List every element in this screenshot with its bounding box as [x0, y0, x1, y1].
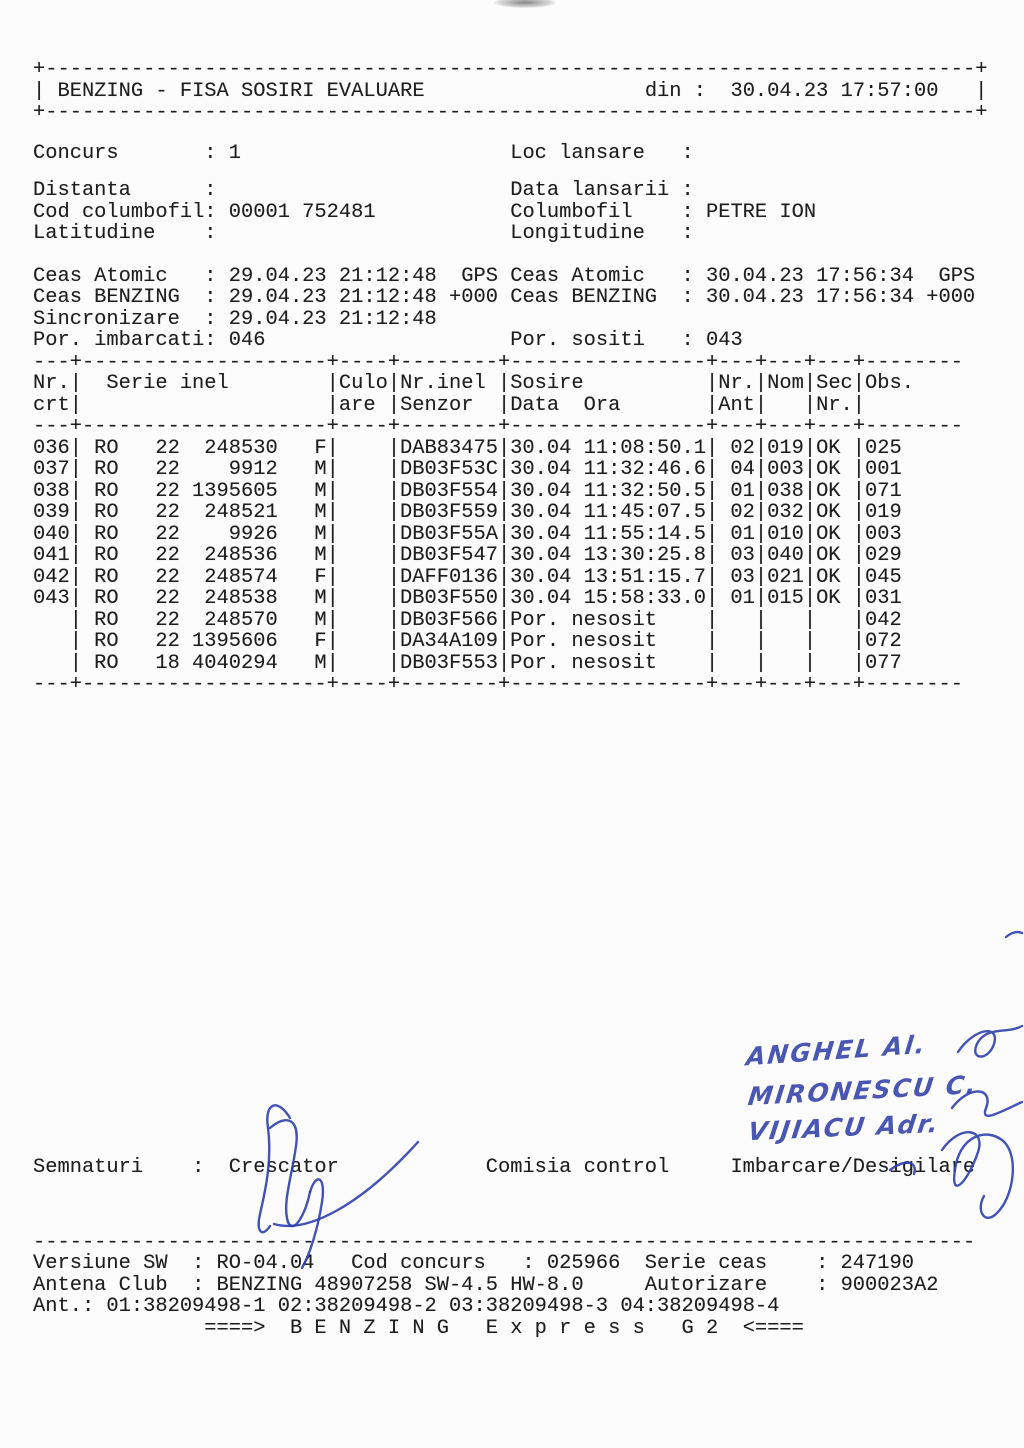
field-label: Latitudine	[33, 222, 156, 245]
cell-sex: M	[314, 651, 327, 675]
cell-obs: 071	[865, 479, 902, 503]
pen-mark	[1004, 928, 1024, 940]
clock-row: Por. imbarcati: 046 Por. sositi : 043	[33, 329, 743, 352]
cell-obs: 029	[865, 544, 902, 567]
col-header-senzor: Nr.inel	[400, 372, 486, 395]
table-row: 040| RO 22 9926 M| |DB03F55A|30.04 11:55:14.5| 01|010|OK |003	[33, 524, 1013, 546]
cell-country: RO	[94, 522, 119, 546]
crescator-signature	[212, 1076, 442, 1276]
print-date-label: din :	[644, 79, 706, 103]
cell-nom: 040	[767, 544, 804, 567]
table-row: 039| RO 22 248521 M| |DB03F559|30.04 11:45:07.5| 02|032|OK |019	[33, 502, 1013, 524]
handwritten-name-3: VIJIACU Adr.	[746, 1108, 942, 1147]
table-row: | RO 22 248570 M| |DB03F566|Por. nesosit | | | |042	[33, 610, 1013, 632]
cell-ant: 02	[730, 501, 755, 524]
cell-sosire: 30.04 11:32:50.5	[510, 479, 706, 503]
cell-obs: 042	[865, 608, 902, 632]
table-header-row-1: Nr.| Serie inel |Culo|Nr.inel |Sosire |Nr.|Nom|Sec|Obs.	[33, 373, 1013, 395]
cell-sex: M	[314, 458, 327, 481]
sw-version-value: RO-04.04	[216, 1252, 315, 1275]
field-label: Data lansarii	[510, 179, 670, 202]
cell-year: 22	[155, 544, 180, 567]
cell-year: 22	[155, 608, 180, 632]
cell-sosire: Por. nesosit	[510, 651, 658, 675]
cell-sec: OK	[816, 544, 841, 567]
table-row: | RO 18 4040294 M| |DB03F553|Por. nesosit | | | |077	[33, 653, 1013, 675]
cell-ring-number: 9926	[228, 522, 278, 546]
report-body	[33, 59, 1013, 696]
col-header-ora: Ora	[583, 393, 621, 417]
col-header-ant: Nr.	[718, 372, 755, 395]
cell-country: RO	[94, 479, 119, 503]
cell-ant: 03	[730, 565, 755, 589]
cell-obs: 003	[865, 522, 902, 546]
cell-ring-number: 248538	[204, 587, 278, 610]
field-label: Por. imbarcati	[33, 329, 205, 352]
cell-sosire: Por. nesosit	[510, 630, 658, 653]
cell-crt: 041	[33, 544, 70, 567]
scan-smudge	[494, 0, 556, 8]
cell-ant: 01	[730, 522, 755, 546]
cell-senzor: DB03F53C	[400, 458, 498, 481]
cell-sosire: 30.04 11:32:46.6	[510, 458, 706, 481]
field-value: 00001 752481	[228, 200, 376, 224]
clock-row: Ceas BENZING : 29.04.23 21:12:48 +000 Ceas BENZING : 30.04.23 17:56:34 +000	[33, 286, 976, 309]
cell-ring-number: 9912	[228, 458, 278, 481]
cell-ring-number: 248521	[204, 501, 278, 524]
table-row: 036| RO 22 248530 F| |DAB83475|30.04 11:08:50.1| 02|019|OK |025	[33, 438, 1013, 460]
cell-senzor: DB03F553	[400, 651, 498, 675]
cell-nom: 015	[767, 587, 804, 610]
cell-sosire: 30.04 15:58:33.0	[510, 587, 706, 610]
cell-sec: OK	[816, 522, 841, 546]
cell-year: 22	[155, 501, 180, 524]
cell-senzor: DB03F559	[400, 501, 498, 524]
clock-section	[33, 266, 1013, 352]
cell-sex: F	[314, 565, 327, 589]
col-header-sosire: Sosire	[510, 372, 584, 395]
pen-flourishes	[690, 1000, 1024, 1280]
cell-sec: OK	[816, 458, 841, 481]
footer-line-antena: Antena Club : BENZING 48907258 SW-4.5 HW-8.0 Autorizare : 900023A2	[33, 1273, 939, 1297]
handwritten-name-2: MIRONESCU C.	[746, 1069, 980, 1112]
cell-sosire: 30.04 11:45:07.5	[510, 501, 706, 524]
cell-sec: OK	[816, 479, 841, 503]
footer-separator: -----------------------------------------------------------------------------	[33, 1230, 976, 1254]
identity-section	[33, 180, 1013, 245]
info-row: Distanta : Data lansarii :	[33, 179, 694, 202]
cell-country: RO	[94, 436, 119, 460]
field-label: Por. sositi	[510, 329, 645, 352]
cell-crt: 040	[33, 522, 70, 546]
antena-club-value: BENZING 48907258 SW-4.5 HW-8.0	[216, 1273, 584, 1297]
cell-senzor: DAB83475	[400, 436, 498, 460]
report-title: BENZING - FISA SOSIRI EVALUARE	[57, 79, 425, 103]
table-row: 037| RO 22 9912 M| |DB03F53C|30.04 11:32:46.6| 04|003|OK |001	[33, 459, 1013, 481]
cell-senzor: DB03F547	[400, 544, 498, 567]
field-value: 043	[705, 329, 743, 352]
table-row: 042| RO 22 248574 F| |DAFF0136|30.04 13:51:15.7| 03|021|OK |045	[33, 567, 1013, 589]
cell-sec: OK	[816, 587, 841, 610]
clock-row: Sincronizare : 29.04.23 21:12:48	[33, 307, 437, 331]
field-label: Distanta	[33, 179, 131, 202]
handwritten-name-1: ANGHEL Al.	[744, 1029, 929, 1072]
imbarcare-desigilare-label: Imbarcare/Desigilare	[730, 1156, 976, 1179]
field-label: Ceas Atomic	[33, 264, 168, 288]
cell-crt: 042	[33, 565, 70, 589]
cell-sex: M	[314, 522, 327, 546]
table-row: 038| RO 22 1395605 M| |DB03F554|30.04 11:32:50.5| 01|038|OK |071	[33, 481, 1013, 503]
cell-obs: 045	[865, 565, 902, 589]
field-value: 29.04.23 21:12:48 GPS	[228, 264, 498, 288]
cell-crt: 036	[33, 436, 70, 460]
cell-country: RO	[94, 608, 119, 632]
cell-year: 22	[155, 479, 180, 503]
cell-obs: 025	[865, 436, 902, 460]
cell-country: RO	[94, 587, 119, 610]
cell-ring-number: 1395605	[192, 479, 278, 503]
cell-country: RO	[94, 501, 119, 524]
cell-sec: OK	[816, 565, 841, 589]
crescator-label: Crescator	[228, 1156, 339, 1179]
cell-ant: 04	[730, 458, 755, 481]
cell-ant: 01	[730, 587, 755, 610]
cell-senzor: DAFF0136	[400, 565, 498, 589]
info-row: Latitudine : Longitudine :	[33, 222, 694, 245]
table-header-row-2: crt| |are |Senzor |Data Ora |Ant| |Nr.|	[33, 393, 866, 417]
pipe-glyph: |	[33, 79, 46, 103]
cell-country: RO	[94, 630, 119, 653]
cell-ant: 01	[730, 479, 755, 503]
cell-obs: 001	[865, 458, 902, 481]
brand-line	[33, 1318, 1013, 1340]
field-label: Loc lansare	[510, 141, 645, 165]
cell-sex: M	[314, 501, 327, 524]
field-label: Ceas Atomic	[510, 264, 645, 288]
antenna-ids-value: 01:38209498-1 02:38209498-2 03:38209498-3 04:38209498-4	[106, 1295, 780, 1318]
cell-ring-number: 248530	[204, 436, 278, 460]
field-value: 046	[228, 329, 266, 352]
comisia-control-label: Comisia control	[485, 1156, 670, 1179]
concurs-section	[33, 143, 1013, 165]
cell-ring-number: 248536	[204, 544, 278, 567]
cell-ant: 03	[730, 544, 755, 567]
field-value: 1	[228, 141, 242, 165]
table-row: 041| RO 22 248536 M| |DB03F547|30.04 13:30:25.8| 03|040|OK |029	[33, 545, 1013, 567]
field-value: 30.04.23 17:56:34 +000	[705, 286, 976, 309]
cell-sex: F	[314, 630, 327, 653]
cell-ring-number: 1395606	[192, 630, 278, 653]
col-header-obs: Obs.	[865, 372, 914, 395]
cell-sosire: 30.04 13:51:15.7	[510, 565, 706, 589]
cell-sex: M	[314, 544, 327, 567]
field-label: Sincronizare	[33, 307, 180, 331]
header-title-line	[33, 81, 1013, 103]
cell-senzor: DB03F55A	[400, 522, 498, 546]
cell-country: RO	[94, 544, 119, 567]
clock-row: Ceas Atomic : 29.04.23 21:12:48 GPS Ceas Atomic : 30.04.23 17:56:34 GPS	[33, 264, 976, 288]
cell-sosire: 30.04 11:08:50.1	[510, 436, 706, 460]
cell-year: 22	[155, 565, 180, 589]
signatures-label: Semnaturi	[33, 1156, 144, 1179]
signatures-line: Semnaturi : Crescator Comisia control Imbarcare/Desigilare	[33, 1156, 976, 1179]
table-separator: ---+--------------------+----+--------+----------------+---+---+---+--------	[33, 415, 963, 438]
pipe-glyph: |	[975, 79, 988, 103]
header-border-bottom: +----------------------------------------------------------------------------+	[33, 101, 988, 124]
cell-ring-number: 248570	[204, 608, 278, 632]
field-value: 30.04.23 17:56:34 GPS	[705, 264, 976, 288]
arrivals-table	[33, 352, 1013, 696]
cell-country: RO	[94, 651, 119, 675]
cell-sosire: 30.04 11:55:14.5	[510, 522, 706, 546]
cell-nom: 003	[767, 458, 804, 481]
cell-crt: 043	[33, 587, 70, 610]
cell-sosire: Por. nesosit	[510, 608, 658, 632]
cell-sex: F	[314, 436, 327, 460]
field-value: 29.04.23 21:12:48	[228, 307, 437, 331]
cell-senzor: DB03F554	[400, 479, 498, 503]
table-row: | RO 22 1395606 F| |DA34A109|Por. nesosit | | | |072	[33, 631, 1013, 653]
cell-nom: 021	[767, 565, 804, 589]
field-label: Columbofil	[510, 200, 633, 224]
cell-obs: 019	[865, 501, 902, 524]
field-label: Ceas BENZING	[510, 286, 658, 309]
col-header-sec: Sec	[816, 372, 853, 395]
cell-crt: 039	[33, 501, 70, 524]
cell-obs: 077	[865, 651, 902, 675]
autorizare-value: 900023A2	[840, 1273, 939, 1297]
info-row: Concurs : 1 Loc lansare :	[33, 141, 694, 165]
field-label: Longitudine	[510, 222, 645, 245]
cell-sex: M	[314, 587, 327, 610]
print-timestamp: 30.04.23 17:57:00	[730, 79, 939, 103]
cell-year: 22	[155, 522, 180, 546]
col-header-crt: Nr.	[33, 372, 70, 395]
cell-nom: 010	[767, 522, 804, 546]
field-value: PETRE ION	[705, 200, 817, 224]
cell-year: 22	[155, 436, 180, 460]
col-header-nom: Nom	[767, 372, 804, 395]
cell-country: RO	[94, 565, 119, 589]
cell-sex: M	[314, 479, 327, 503]
cell-country: RO	[94, 458, 119, 481]
cod-concurs-value: 025966	[546, 1252, 621, 1275]
header-border-top: +----------------------------------------------------------------------------+	[33, 58, 988, 81]
cell-crt: 037	[33, 458, 70, 481]
cell-senzor: DB03F566	[400, 608, 498, 632]
cell-obs: 031	[865, 587, 902, 610]
cell-sex: M	[314, 608, 327, 632]
cell-year: 22	[155, 587, 180, 610]
cell-sosire: 30.04 13:30:25.8	[510, 544, 706, 567]
field-value: 29.04.23 21:12:48 +000	[228, 286, 498, 309]
cell-obs: 072	[865, 630, 902, 653]
cell-year: 18	[155, 651, 180, 675]
cell-ant: 02	[730, 436, 755, 460]
footer-line-antennas: Ant.: 01:38209498-1 02:38209498-2 03:38209498-3 04:38209498-4	[33, 1295, 780, 1318]
footer-line-version: Versiune SW : RO-04.04 Cod concurs : 025966 Serie ceas : 247190	[33, 1252, 914, 1275]
serie-ceas-value: 247190	[840, 1252, 914, 1275]
cell-crt: 038	[33, 479, 70, 503]
cell-nom: 038	[767, 479, 804, 503]
field-label: Ceas BENZING	[33, 286, 180, 309]
col-header-culoare: Culo	[338, 372, 388, 395]
info-row: Cod columbofil: 00001 752481 Columbofil : PETRE ION	[33, 200, 817, 224]
cell-ring-number: 4040294	[192, 651, 278, 675]
cell-sec: OK	[816, 501, 841, 524]
cell-nom: 019	[767, 436, 804, 460]
cell-nom: 032	[767, 501, 804, 524]
cell-senzor: DA34A109	[400, 630, 498, 653]
col-header-data: Data	[510, 393, 560, 417]
benzing-brand-text: ====> B E N Z I N G E x p r e s s G 2 <====	[204, 1316, 804, 1340]
cell-sec: OK	[816, 436, 841, 460]
table-separator: ---+--------------------+----+--------+----------------+---+---+---+--------	[33, 673, 963, 696]
cell-year: 22	[155, 458, 180, 481]
cell-ring-number: 248574	[204, 565, 278, 589]
field-label: Concurs	[33, 141, 119, 165]
cell-year: 22	[155, 630, 180, 653]
cell-senzor: DB03F550	[400, 587, 498, 610]
table-separator: ---+--------------------+----+--------+----------------+---+---+---+--------	[33, 350, 963, 374]
table-row: 043| RO 22 248538 M| |DB03F550|30.04 15:58:33.0| 01|015|OK |031	[33, 588, 1013, 610]
field-label: Cod columbofil	[33, 200, 205, 224]
col-header-serie: Serie inel	[106, 372, 229, 395]
